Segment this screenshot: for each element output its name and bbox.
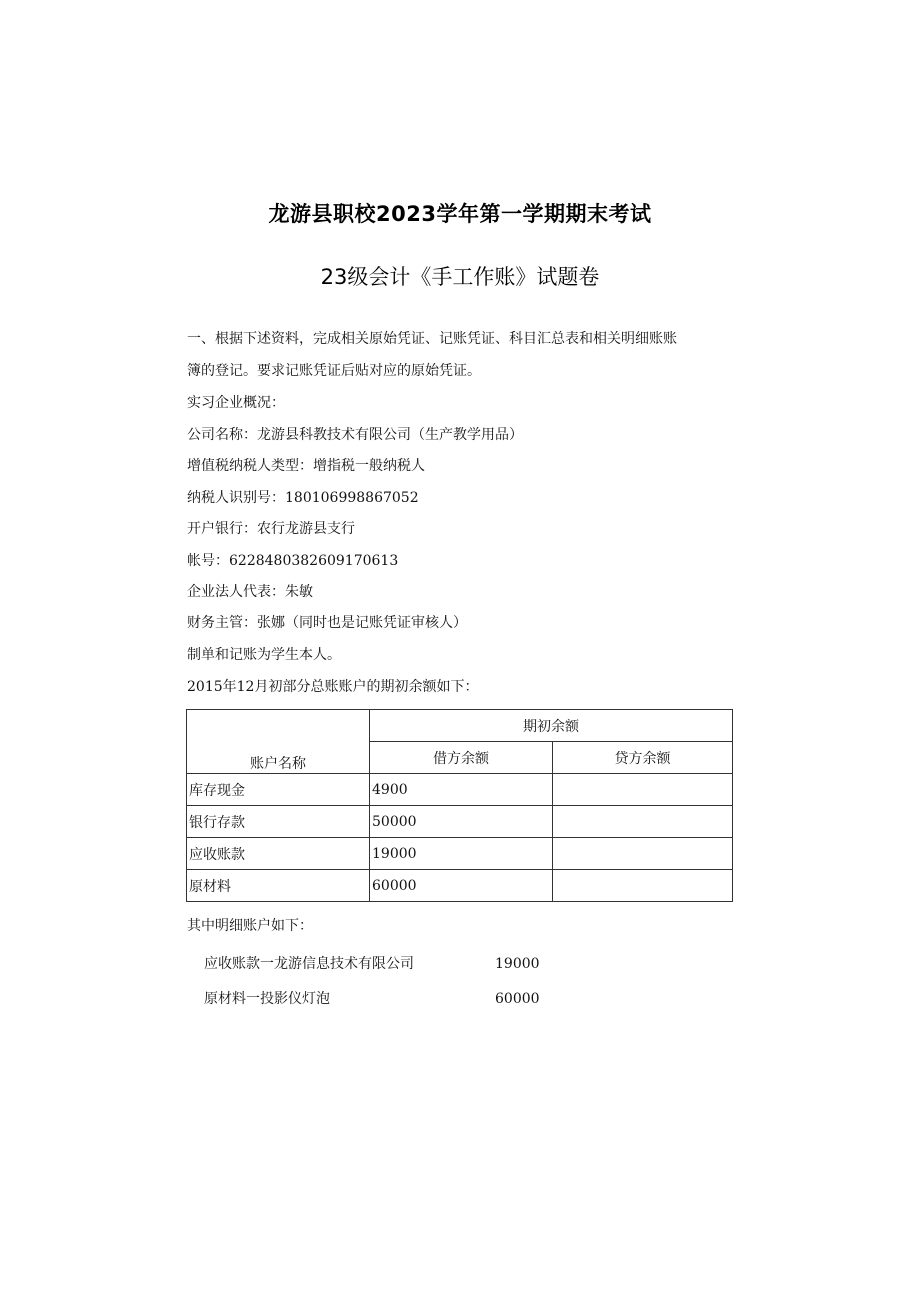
cell-account: 库存现金 (187, 774, 370, 806)
detail-item-name: 应收账款一龙游信息技术有限公司 (204, 956, 414, 972)
company-preparer: 制单和记账为学生本人。 (187, 647, 341, 663)
table-row (187, 838, 733, 870)
detail-item-amount: 60000 (495, 991, 540, 1007)
company-tax-type: 增值税纳税人类型：增指税一般纳税人 (187, 458, 425, 474)
company-account-number: 帐号：6228480382609170613 (187, 553, 399, 569)
page-title: 龙游县职校2023学年第一学期期末考试 (268, 202, 652, 226)
cell-account: 银行存款 (187, 806, 370, 838)
intro-line-1: 一、根据下述资料，完成相关原始凭证、记账凭证、科目汇总表和相关明细账账 (187, 331, 677, 347)
company-legal-rep: 企业法人代表：朱敏 (187, 584, 313, 600)
company-overview-heading: 实习企业概况： (187, 395, 285, 411)
page-subtitle: 23级会计《手工作账》试题卷 (320, 265, 600, 289)
header-opening-balance: 期初余额 (370, 710, 733, 742)
cell-debit: 50000 (370, 806, 553, 838)
cell-account: 应收账款 (187, 838, 370, 870)
cell-debit: 60000 (370, 870, 553, 902)
cell-credit (553, 870, 733, 902)
cell-credit (553, 806, 733, 838)
cell-debit: 19000 (370, 838, 553, 870)
cell-debit: 4900 (370, 774, 553, 806)
cell-credit (553, 838, 733, 870)
header-account-name: 账户名称 (187, 710, 370, 774)
header-debit-balance: 借方余额 (370, 742, 553, 774)
table-row (187, 870, 733, 902)
opening-balance-table (186, 709, 733, 902)
header-credit-balance: 贷方余额 (553, 742, 733, 774)
table-header-row (187, 710, 733, 742)
detail-item-name: 原材料一投影仪灯泡 (204, 991, 330, 1007)
table-row (187, 774, 733, 806)
cell-account: 原材料 (187, 870, 370, 902)
balances-caption: 2015年12月初部分总账账户的期初余额如下： (187, 679, 479, 695)
company-finance-manager: 财务主管：张娜（同时也是记账凭证审核人） (187, 615, 467, 631)
intro-line-2: 簿的登记。要求记账凭证后贴对应的原始凭证。 (187, 363, 481, 379)
table-row (187, 806, 733, 838)
details-caption: 其中明细账户如下： (187, 918, 313, 934)
company-tax-id: 纳税人识别号：180106998867052 (187, 490, 419, 506)
company-name: 公司名称：龙游县科教技术有限公司（生产教学用品） (187, 427, 523, 443)
detail-item-amount: 19000 (495, 956, 540, 972)
company-bank: 开户银行：农行龙游县支行 (187, 521, 355, 537)
cell-credit (553, 774, 733, 806)
